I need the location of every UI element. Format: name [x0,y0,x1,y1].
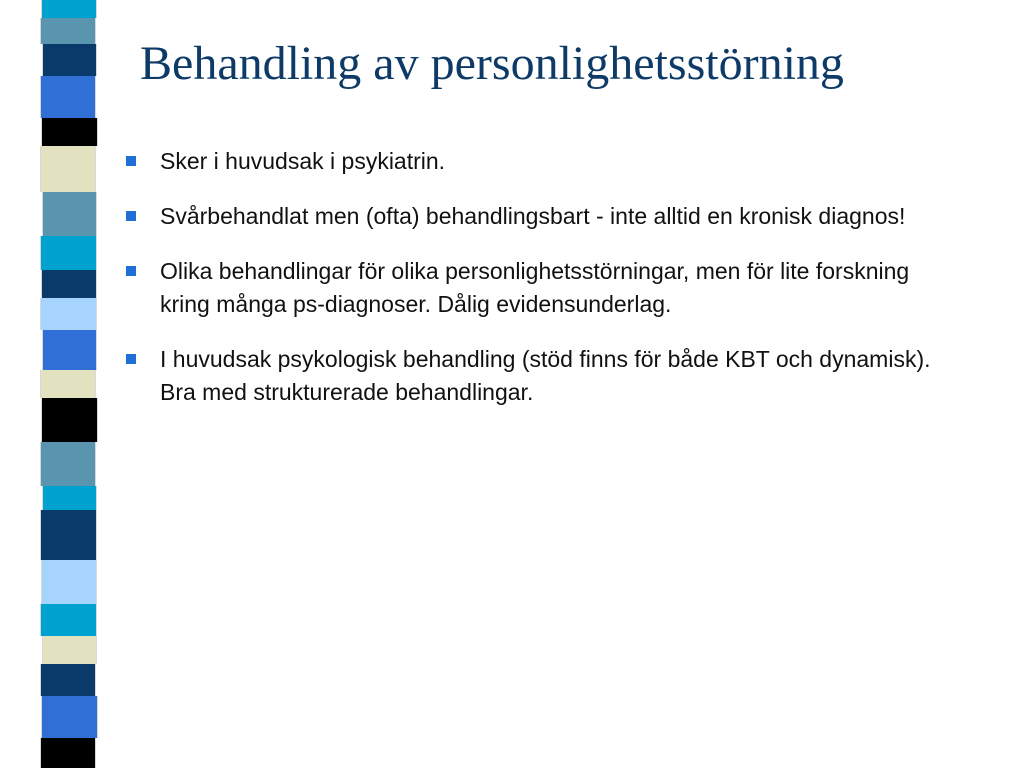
bullet-text: Sker i huvudsak i psykiatrin. [160,148,446,174]
stripe-segment [40,604,97,636]
stripe-segment [40,146,96,192]
bullet-item [126,255,946,321]
stripe-segment [41,696,98,738]
stripe-segment [41,118,98,146]
square-bullet-icon [126,156,136,166]
stripe-segment [42,192,97,236]
stripe-segment [40,18,96,44]
stripe-segment [42,486,97,510]
stripe-segment [40,510,97,560]
stripe-segment [42,330,97,370]
decorative-stripe [0,0,118,768]
stripe-segment [41,0,97,18]
bullet-item [126,145,946,178]
stripe-segment [40,738,96,768]
stripe-segment [40,76,96,118]
bullet-text: Svårbehandlat men (ofta) behandlingsbart - inte alltid en kronisk diagnos! [160,203,906,229]
stripe-segment [40,370,96,398]
bullet-item [126,200,946,233]
bullet-item [126,343,946,409]
bullet-text: Olika behandlingar för olika personlighetsstörningar, men för lite forskning kring många ps-diagnoser. Dålig evidensunderlag. [160,258,910,317]
stripe-segment [42,44,97,76]
bullet-list [126,145,946,431]
stripe-segment [41,560,97,604]
stripe-segment [42,636,97,664]
bullet-text: I huvudsak psykologisk behandling (stöd finns för både KBT och dynamisk). Bra med strukturerade behandlingar. [160,346,931,405]
slide-title: Behandling av personlighetsstörning [140,37,844,90]
square-bullet-icon [126,266,136,276]
stripe-segment [40,236,97,270]
stripe-segment [40,442,96,486]
stripe-segment [40,664,96,696]
stripe-segment [41,398,98,442]
square-bullet-icon [126,354,136,364]
stripe-segment [40,298,97,330]
stripe-segment [41,270,97,298]
square-bullet-icon [126,211,136,221]
